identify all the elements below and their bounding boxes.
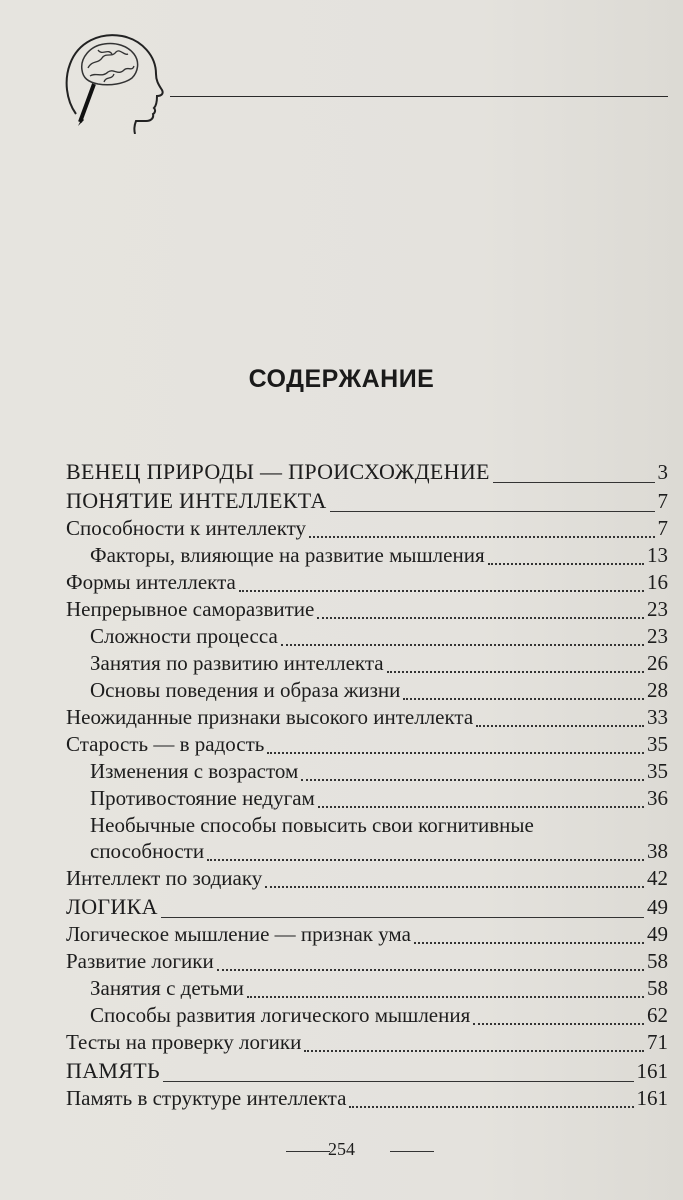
toc-entry-title: Логическое мышление — признак ума: [66, 922, 411, 946]
dot-leader: [493, 482, 655, 483]
toc-page-number: 23: [647, 624, 668, 648]
dot-leader: [281, 644, 644, 646]
toc-entry-title: Занятия по развитию интеллекта: [90, 651, 384, 675]
toc-entry: [66, 974, 668, 1001]
toc-page-number: 23: [647, 597, 668, 621]
toc-entry: [66, 703, 668, 730]
toc-entry: [66, 920, 668, 947]
toc-entry: [66, 893, 668, 920]
toc-entry: [66, 622, 668, 649]
toc-entry-title: Старость — в радость: [66, 732, 265, 756]
dot-leader: [403, 698, 644, 700]
toc-entry-title: Способы развития логического мышления: [90, 1003, 471, 1027]
dot-leader: [265, 886, 644, 888]
dot-leader: [267, 752, 644, 754]
toc-page-number: 62: [647, 1003, 668, 1027]
dot-leader: [309, 536, 654, 538]
dot-leader: [317, 617, 644, 619]
dot-leader: [488, 563, 644, 565]
toc-page-number: 28: [647, 678, 668, 702]
dot-leader: [247, 996, 644, 998]
toc-page-number: 35: [647, 732, 668, 756]
toc-entry: [66, 568, 668, 595]
toc-page-number: 7: [657, 516, 668, 540]
toc-page-number: 42: [647, 866, 668, 890]
toc-page-number: 38: [647, 839, 668, 863]
toc-entry: [66, 757, 668, 784]
toc-entry-title: Память в структуре интеллекта: [66, 1086, 347, 1110]
page-number: 254: [328, 1139, 355, 1159]
toc-page-number: 49: [647, 895, 668, 919]
dot-leader: [163, 1081, 634, 1082]
toc-entry-title: Необычные способы повысить свои когнитивные: [90, 813, 534, 837]
toc-entry-title: ПОНЯТИЕ ИНТЕЛЛЕКТА: [66, 488, 327, 513]
toc-entry-title: Факторы, влияющие на развитие мышления: [90, 543, 485, 567]
dot-leader: [330, 511, 655, 512]
toc-entry-title-continued: способности: [90, 839, 205, 863]
toc-entry: [66, 458, 668, 485]
head-with-brain-icon: [58, 22, 168, 134]
dot-leader: [207, 859, 644, 861]
toc-entry-title: Противостояние недугам: [90, 786, 315, 810]
dot-leader: [476, 725, 644, 727]
dot-leader: [161, 917, 644, 918]
toc-entry: [66, 676, 668, 703]
toc-page-number: 7: [657, 489, 668, 513]
toc-entry: [66, 649, 668, 676]
dot-leader: [473, 1023, 644, 1025]
toc-page-number: 36: [647, 786, 668, 810]
toc-entry-title: Интеллект по зодиаку: [66, 866, 263, 890]
toc-page-number: 16: [647, 570, 668, 594]
toc-entry: [66, 947, 668, 974]
toc-page-number: 58: [647, 949, 668, 973]
toc-page-number: 58: [647, 976, 668, 1000]
toc-entry-title: ЛОГИКА: [66, 894, 158, 919]
dot-leader: [387, 671, 644, 673]
toc-entry: [66, 541, 668, 568]
dot-leader: [304, 1050, 644, 1052]
toc-entry: [66, 487, 668, 514]
dot-leader: [318, 806, 644, 808]
toc-entry: [66, 1057, 668, 1084]
page-footer: [0, 1138, 683, 1168]
toc-entry-title: Сложности процесса: [90, 624, 278, 648]
toc-entry: [66, 864, 668, 891]
toc-entry-title: Формы интеллекта: [66, 570, 236, 594]
toc-page-number: 49: [647, 922, 668, 946]
toc-page-number: 35: [647, 759, 668, 783]
toc-page-number: 26: [647, 651, 668, 675]
footer-dash-right: [390, 1151, 434, 1152]
header-rule: [170, 96, 668, 97]
dot-leader: [301, 779, 644, 781]
toc-entry: [66, 730, 668, 757]
page-title: СОДЕРЖАНИЕ: [248, 365, 435, 393]
dot-leader: [414, 942, 644, 944]
toc-entry: [66, 811, 668, 864]
toc-entry: [66, 1028, 668, 1055]
dot-leader: [239, 590, 644, 592]
toc-page-number: 3: [657, 460, 668, 484]
table-of-contents: [66, 456, 668, 1111]
toc-entry: [66, 784, 668, 811]
toc-entry-title: Тесты на проверку логики: [66, 1030, 302, 1054]
toc-entry-title: Основы поведения и образа жизни: [90, 678, 401, 702]
toc-entry-title: Непрерывное саморазвитие: [66, 597, 315, 621]
toc-page-number: 71: [647, 1030, 668, 1054]
toc-entry-title: Занятия с детьми: [90, 976, 244, 1000]
dot-leader: [349, 1106, 633, 1108]
toc-entry-title: Развитие логики: [66, 949, 214, 973]
dot-leader: [217, 969, 644, 971]
toc-page-number: 161: [636, 1059, 668, 1083]
toc-entry: [66, 514, 668, 541]
toc-entry-title: Способности к интеллекту: [66, 516, 307, 540]
toc-page-number: 13: [647, 543, 668, 567]
toc-entry-title: Изменения с возрастом: [90, 759, 299, 783]
toc-page-number: 33: [647, 705, 668, 729]
toc-entry: [66, 595, 668, 622]
toc-entry-title: Неожиданные признаки высокого интеллекта: [66, 705, 474, 729]
toc-entry-title: ВЕНЕЦ ПРИРОДЫ — ПРОИСХОЖДЕНИЕ: [66, 459, 490, 484]
toc-page-number: 161: [636, 1086, 668, 1110]
toc-entry: [66, 1001, 668, 1028]
toc-entry-title: ПАМЯТЬ: [66, 1058, 160, 1083]
toc-entry: [66, 1084, 668, 1111]
